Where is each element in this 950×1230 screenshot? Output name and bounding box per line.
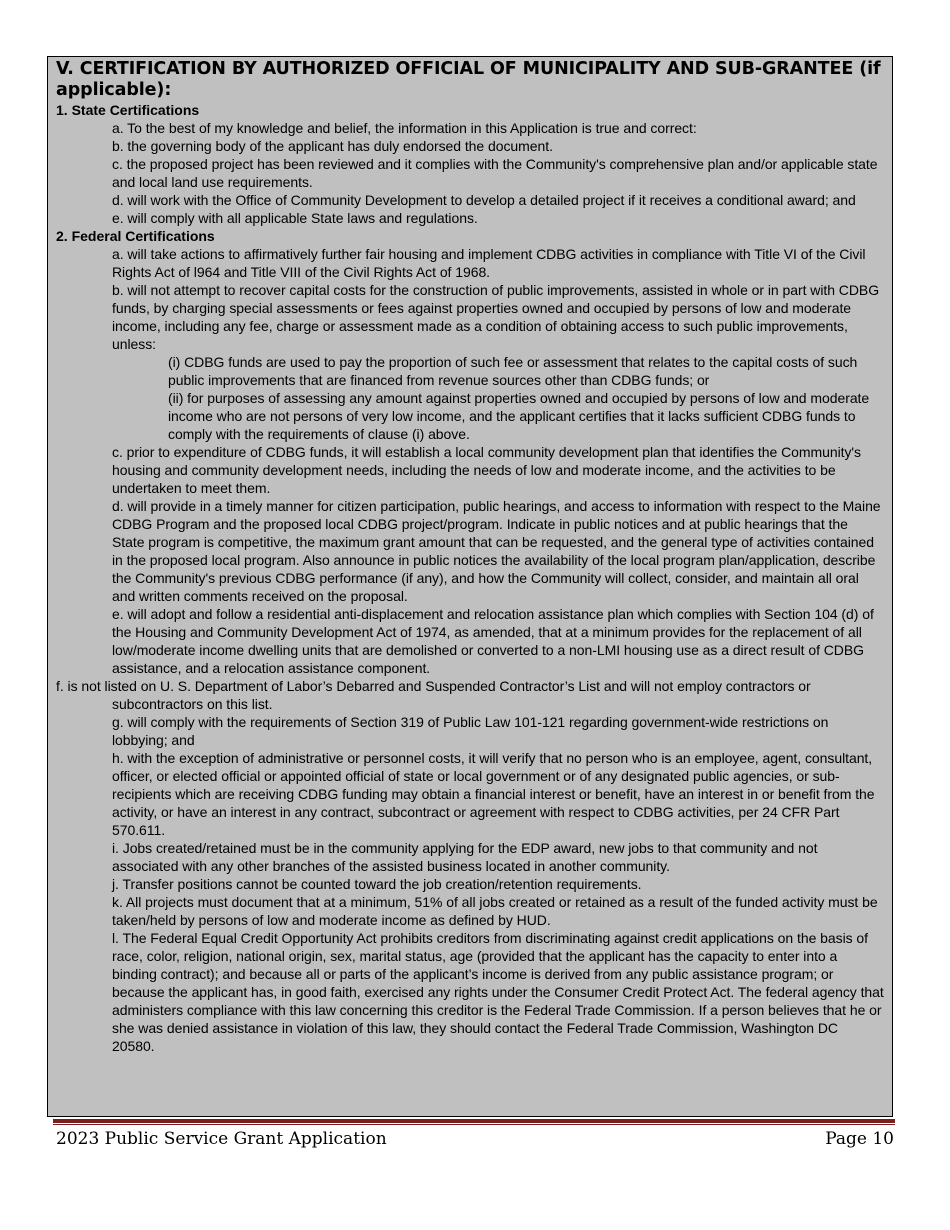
state-item-e: e. will comply with all applicable State laws and regulations. <box>112 210 478 226</box>
federal-certifications-title: 2. Federal Certifications <box>56 228 215 244</box>
state-item-a: a. To the best of my knowledge and belief, the information in this Application is true and correct: <box>112 120 697 136</box>
section-heading: V. CERTIFICATION BY AUTHORIZED OFFICIAL OF MUNICIPALITY AND SUB-GRANTEE (if applicable): <box>56 59 881 100</box>
federal-item-a: a. will take actions to affirmatively further fair housing and implement CDBG activities in compliance with Title VI of the Civil Rights Act of l964 and Title VIII of the Civil Rights Act of 1968. <box>112 246 866 280</box>
state-item-d: d. will work with the Office of Community Development to develop a detailed project if it receives a conditional award; and <box>112 192 856 208</box>
federal-item-c: c. prior to expenditure of CDBG funds, it will establish a local community development plan that identifies the Community's housing and community development needs, including the needs of low and moderate income, and the activities to be undertaken to meet them. <box>112 444 861 496</box>
federal-item-b-i: (i) CDBG funds are used to pay the proportion of such fee or assessment that relates to the capital costs of such public improvements that are financed from revenue sources other than CDBG funds; or <box>168 354 858 388</box>
certification-box <box>47 56 893 1117</box>
federal-item-b-ii: (ii) for purposes of assessing any amount against properties owned and occupied by persons of low and moderate income who are not persons of very low income, and the applicant certifies that it lacks sufficient CDBG funds to comply with the requirements of clause (i) above. <box>168 390 870 442</box>
federal-item-h: h. with the exception of administrative or personnel costs, it will verify that no person who is an employee, agent, consultant, officer, or elected official or appointed official of state or local government or of any designated public agencies, or sub-recipients which are receiving CDBG funding may obtain a financial interest or benefit, have an interest in or benefit from the activity, or have an interest in any contract, subcontract or agreement with respect to CDBG activities, per 24 CFR Part 570.611. <box>112 750 875 838</box>
federal-item-i: i. Jobs created/retained must be in the community applying for the EDP award, new jobs to that community and not associated with any other branches of the assisted business located in another community. <box>112 840 818 874</box>
footer-document-title: 2023 Public Service Grant Application <box>56 1129 387 1149</box>
federal-item-e: e. will adopt and follow a residential anti-displacement and relocation assistance plan which complies with Section 104 (d) of the Housing and Community Development Act of 1974, as amended, that at a minimum provides for the replacement of all low/moderate income dwelling units that are demolished or converted to a non-LMI housing use as a direct result of CDBG assistance, and a relocation assistance component. <box>112 606 874 676</box>
footer-page-number: Page 10 <box>825 1129 894 1149</box>
footer-rule-thin <box>53 1124 895 1125</box>
federal-item-g: g. will comply with the requirements of Section 319 of Public Law 101-121 regarding government-wide restrictions on lobbying; and <box>112 714 829 748</box>
federal-item-b: b. will not attempt to recover capital costs for the construction of public improvements, assisted in whole or in part with CDBG funds, by charging special assessments or fees against properties owned and occupied by persons of low and moderate income, including any fee, charge or assessment made as a condition of obtaining access to such public improvements, unless: <box>112 282 880 352</box>
state-item-b: b. the governing body of the applicant has duly endorsed the document. <box>112 138 553 154</box>
footer-rule-thick <box>53 1119 895 1123</box>
federal-item-j: j. Transfer positions cannot be counted toward the job creation/retention requirements. <box>112 876 642 892</box>
federal-item-k: k. All projects must document that at a minimum, 51% of all jobs created or retained as a result of the funded activity must be taken/held by persons of low and moderate income as defined by HUD. <box>112 894 878 928</box>
federal-item-d: d. will provide in a timely manner for citizen participation, public hearings, and access to information with respect to the Maine CDBG Program and the proposed local CDBG project/program. Indicate in public notices and at public hearings that the State program is competitive, the maximum grant amount that can be requested, and the general type of activities contained in the proposed local program. Also announce in public notices the availability of the local program plan/application, describe the Community's previous CDBG performance (if any), and how the Community will collect, consider, and maintain all oral and written comments received on the proposal. <box>112 498 881 604</box>
state-item-c: c. the proposed project has been reviewed and it complies with the Community's comprehensive plan and/or applicable state and local land use requirements. <box>112 156 878 190</box>
federal-item-f: f. is not listed on U. S. Department of Labor’s Debarred and Suspended Contractor’s List and will not employ contractors or subcontractors on this list. <box>56 678 811 712</box>
federal-item-l: l. The Federal Equal Credit Opportunity Act prohibits creditors from discriminating against credit applications on the basis of race, color, religion, national origin, sex, marital status, age (provided that the applicant has the capacity to enter into a binding contract); and because all or parts of the applicant’s income is derived from any public assistance program; or because the applicant has, in good faith, exercised any rights under the Consumer Credit Protect Act. The federal agency that administers compliance with this law concerning this creditor is the Federal Trade Commission. If a person believes that he or she was denied assistance in violation of this law, they should contact the Federal Trade Commission, Washington DC 20580. <box>112 930 884 1054</box>
state-certifications-title: 1. State Certifications <box>56 102 200 118</box>
